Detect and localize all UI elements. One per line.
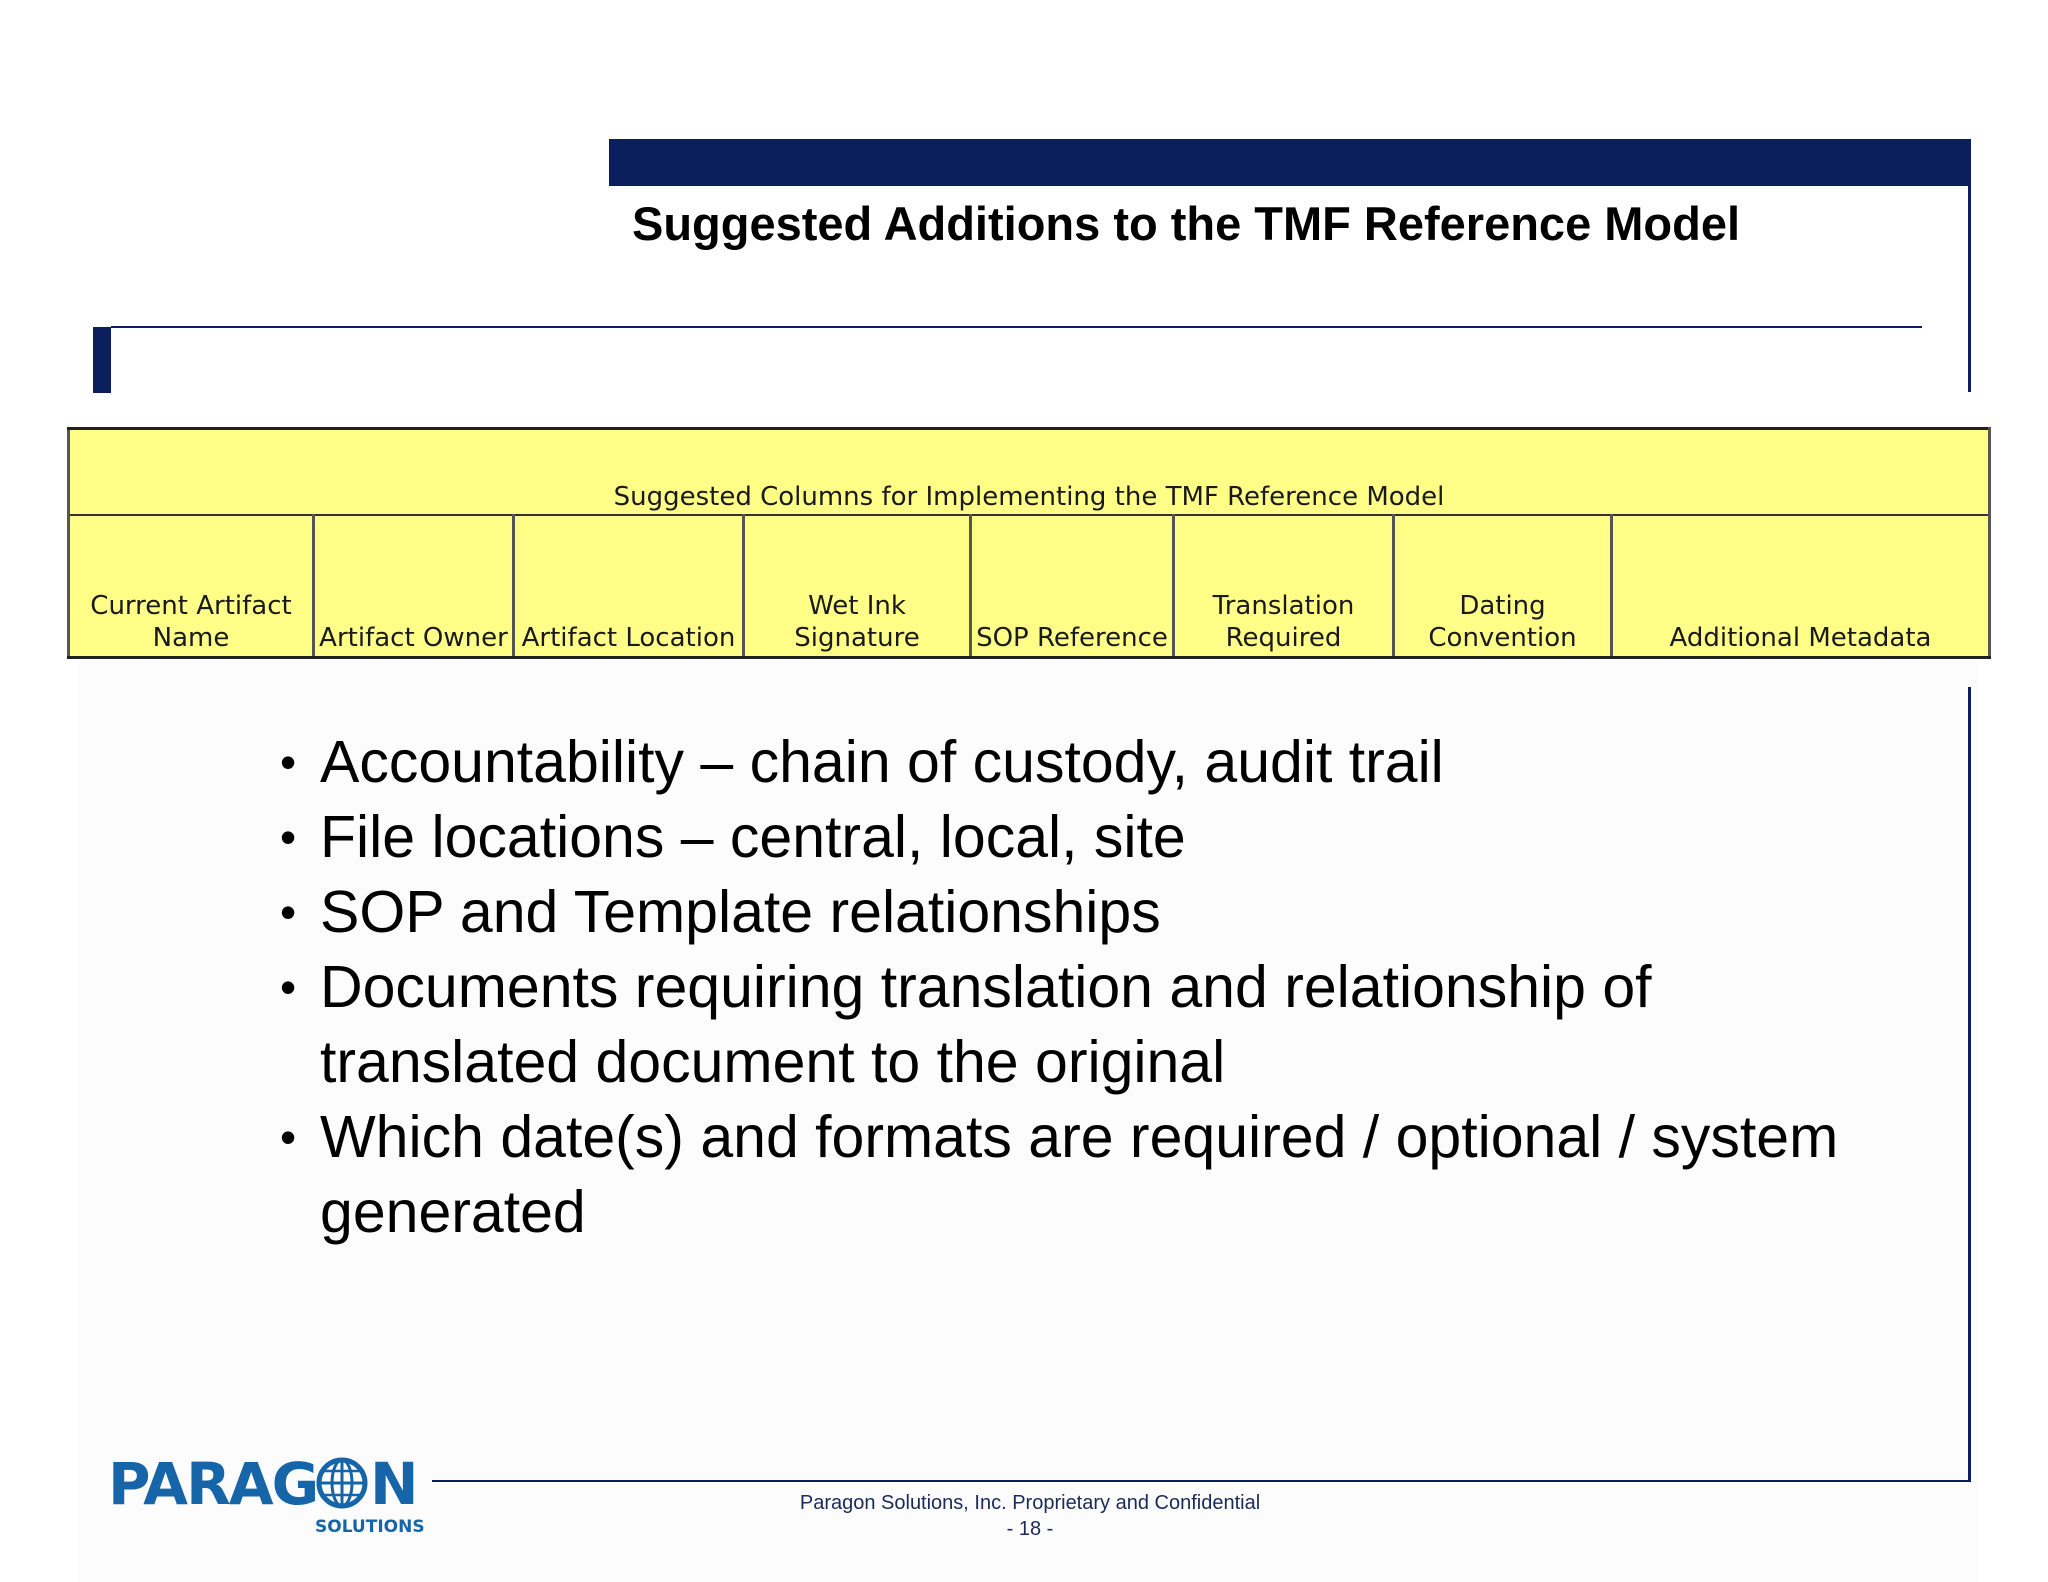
footer-page-number: - 18 - bbox=[1006, 1518, 1054, 1540]
table-caption: Suggested Columns for Implementing the TMF Reference Model bbox=[69, 429, 1990, 516]
footer bbox=[680, 1490, 1380, 1542]
column-header-sop-reference: SOP Reference bbox=[971, 515, 1174, 658]
bullet-dot-icon: • bbox=[280, 736, 297, 788]
paragon-solutions-logo bbox=[108, 1448, 438, 1536]
bullet-dot-icon: • bbox=[280, 961, 297, 1013]
title-accent-block bbox=[93, 327, 111, 393]
bullet-dot-icon: • bbox=[280, 811, 297, 863]
column-header-wet-ink-signature: Wet Ink Signature bbox=[744, 515, 971, 658]
bullet-item: • Accountability – chain of custody, audit trail bbox=[280, 725, 1840, 800]
footer-company-line: Paragon Solutions, Inc. Proprietary and Confidential bbox=[799, 1492, 1261, 1514]
bullet-list bbox=[280, 725, 1840, 1250]
column-header-current-artifact-name: Current Artifact Name bbox=[69, 515, 314, 658]
column-header-artifact-owner: Artifact Owner bbox=[314, 515, 514, 658]
bullet-item: • SOP and Template relationships bbox=[280, 875, 1840, 950]
right-border-rule-top bbox=[1968, 186, 1971, 392]
bullet-item: • File locations – central, local, site bbox=[280, 800, 1840, 875]
column-header-artifact-location: Artifact Location bbox=[514, 515, 744, 658]
logo-wordmark-pa: PARAG bbox=[108, 1450, 318, 1518]
footer-rule bbox=[432, 1480, 1971, 1482]
column-header-additional-metadata: Additional Metadata bbox=[1612, 515, 1990, 658]
bullet-item: • Documents requiring translation and relationship of translated document to the original bbox=[280, 950, 1840, 1100]
bullet-item: • Which date(s) and formats are required / optional / system generated bbox=[280, 1100, 1840, 1250]
title-banner-bar bbox=[609, 139, 1971, 186]
column-header-dating-convention: Dating Convention bbox=[1394, 515, 1612, 658]
logo-tagline: SOLUTIONS bbox=[315, 1517, 425, 1536]
bullet-dot-icon: • bbox=[280, 886, 297, 938]
column-header-translation-required: Translation Required bbox=[1174, 515, 1394, 658]
right-border-rule bbox=[1968, 687, 1971, 1482]
bullet-dot-icon: • bbox=[280, 1111, 297, 1163]
globe-icon bbox=[319, 1460, 365, 1506]
logo-wordmark-n: N bbox=[370, 1450, 419, 1518]
slide-title: Suggested Additions to the TMF Reference Model bbox=[632, 197, 1741, 250]
title-underline-rule bbox=[111, 326, 1922, 328]
tmf-columns-table bbox=[67, 427, 1991, 659]
